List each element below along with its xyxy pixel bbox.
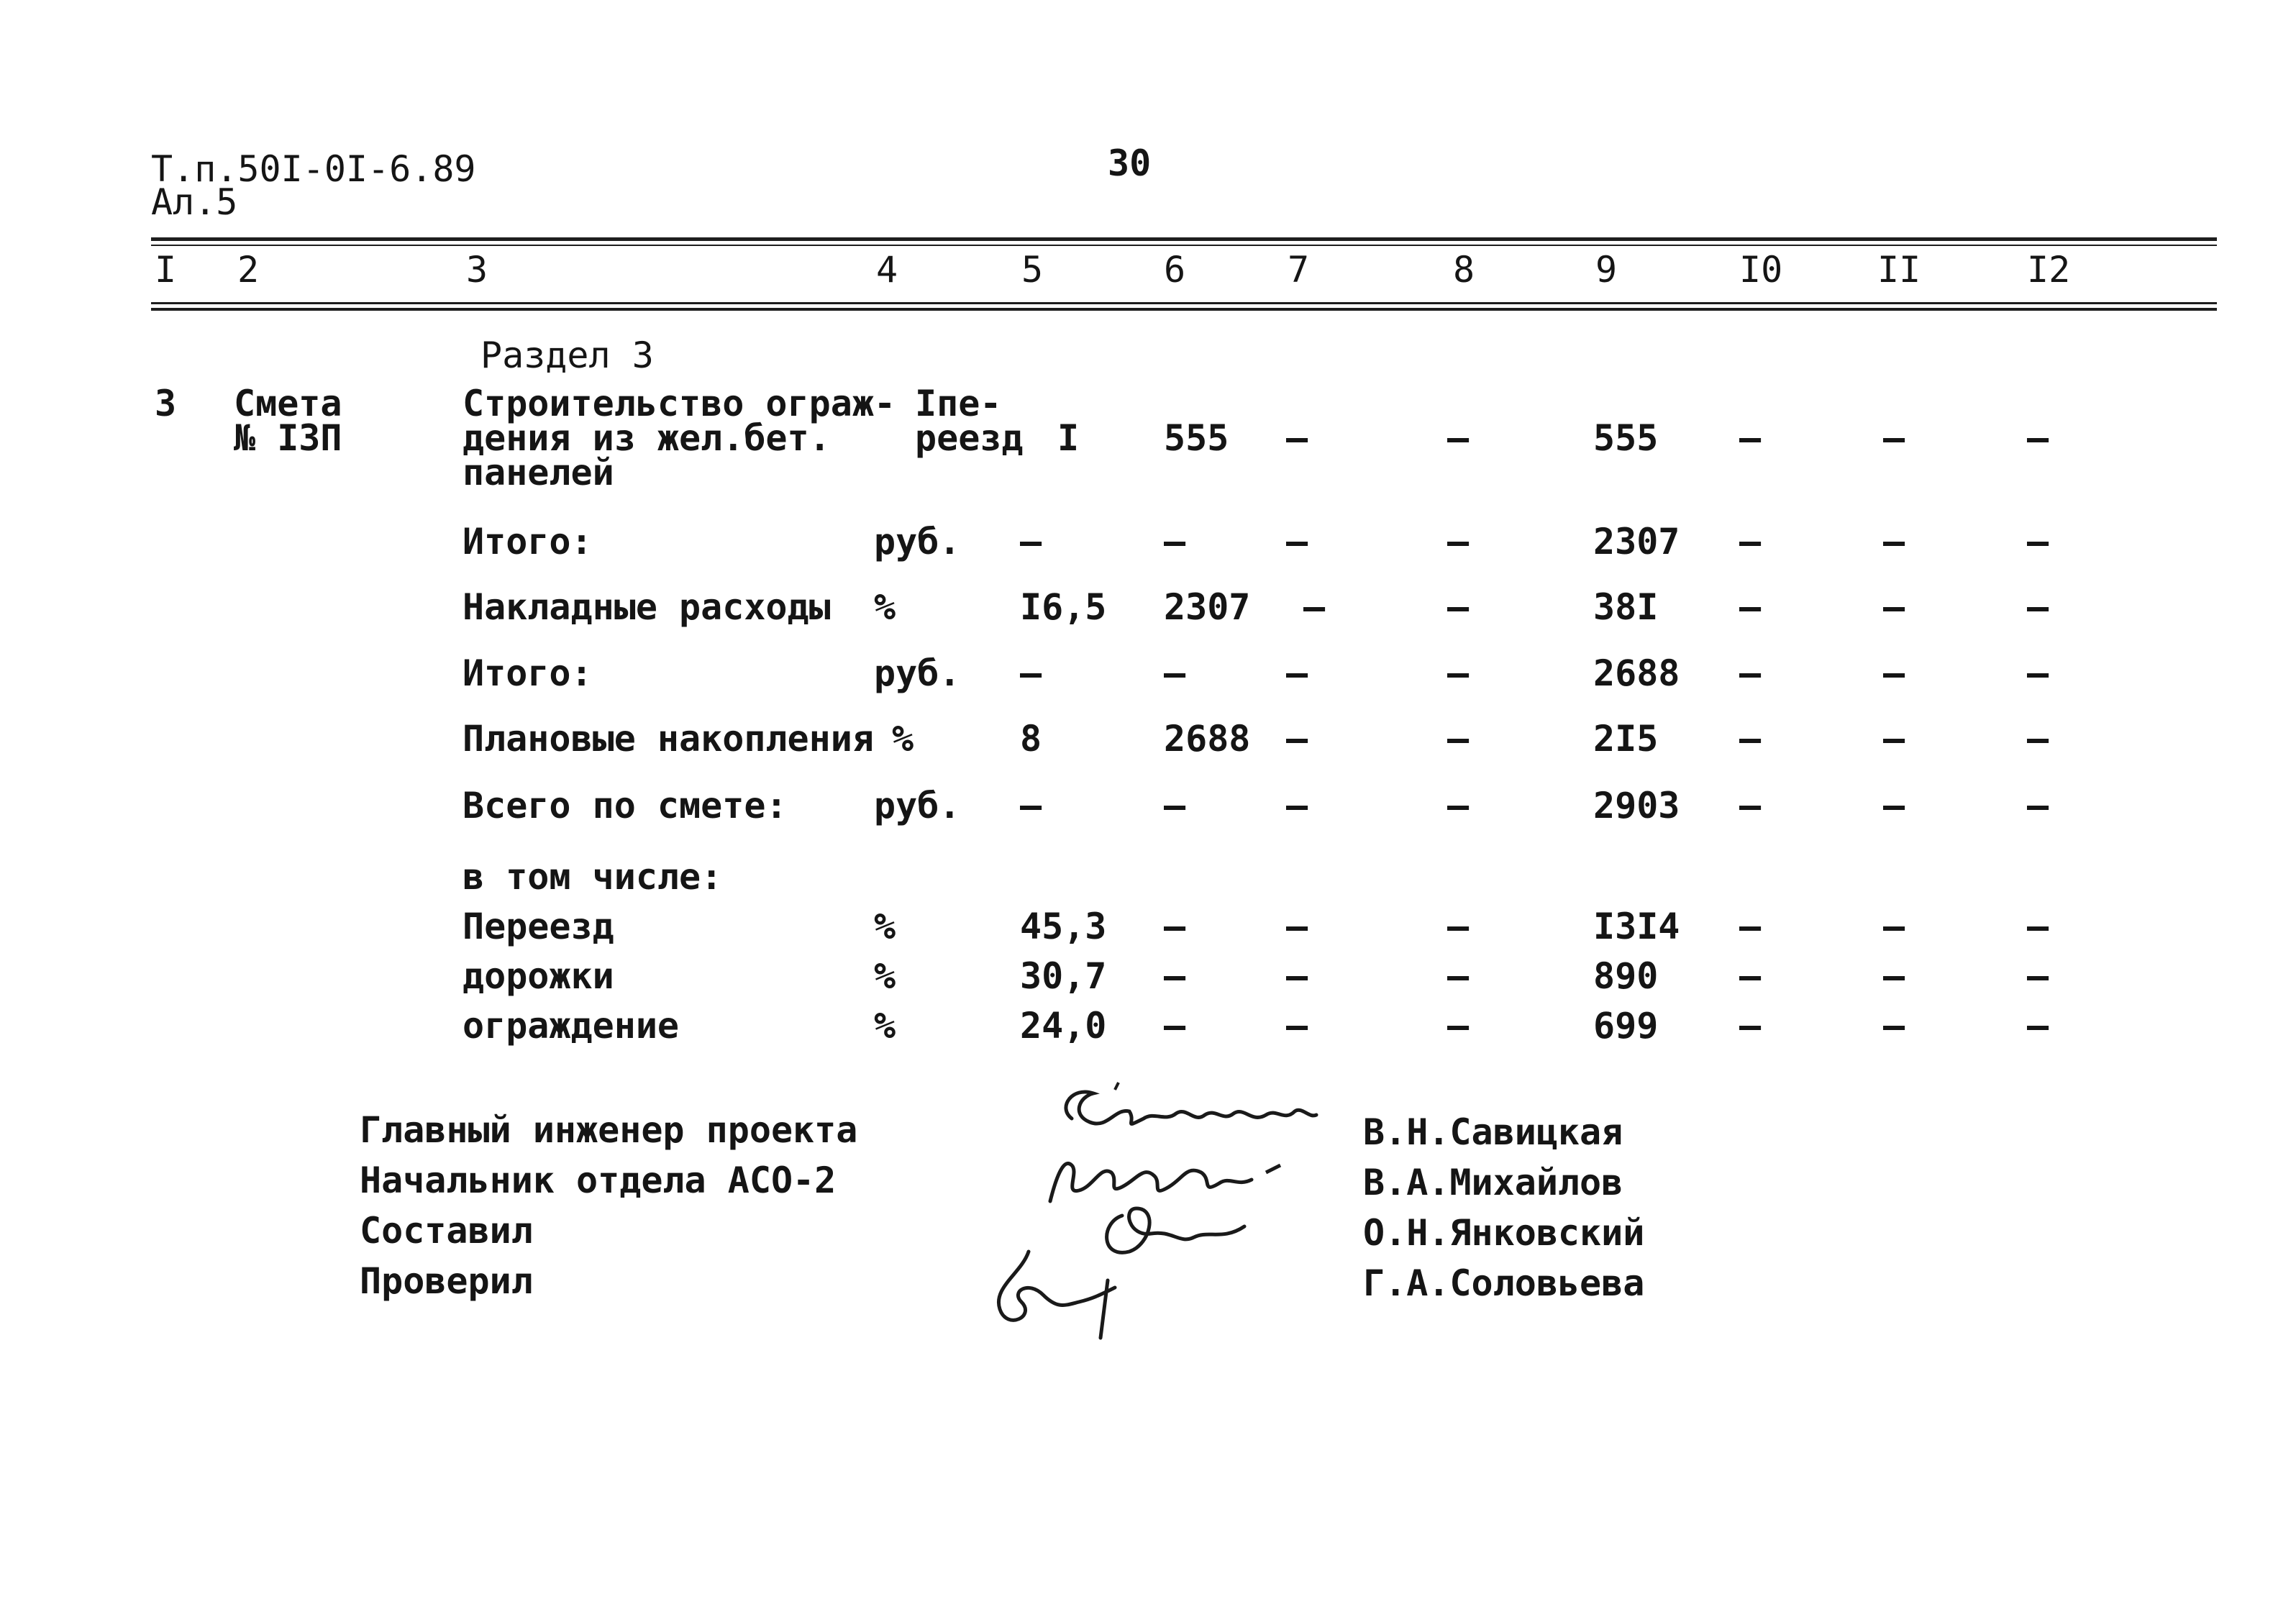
row-label: дорожки xyxy=(463,955,614,997)
row-col12: – xyxy=(2027,906,2049,947)
row-col9: 890 xyxy=(1593,955,1659,997)
entry-name-line: Строительство ограж- xyxy=(463,383,896,424)
row-unit: % xyxy=(892,718,914,760)
row-col10: – xyxy=(1739,955,1762,997)
row-col11: – xyxy=(1883,785,1905,826)
row-col12: – xyxy=(2027,785,2049,826)
header-rule-top xyxy=(151,237,2217,241)
column-number: 9 xyxy=(1595,249,1618,291)
row-col11: – xyxy=(1883,652,1905,694)
header-rule-bottom-thick xyxy=(151,308,2217,311)
row-col10: – xyxy=(1739,586,1762,628)
row-col10: – xyxy=(1739,906,1762,947)
row-col7: – xyxy=(1286,718,1308,760)
signatory-name: О.Н.Янковский xyxy=(1363,1212,1645,1254)
row-col12: – xyxy=(2027,955,2049,997)
column-number: 8 xyxy=(1453,249,1475,291)
row-col12: – xyxy=(2027,586,2049,628)
entry-unit-line: реезд xyxy=(915,417,1024,459)
entry-name-line: дения из жел.бет. xyxy=(463,417,831,459)
row-col5: – xyxy=(1020,785,1042,826)
row-label: Плановые накопления xyxy=(463,718,874,760)
entry-col8: – xyxy=(1447,417,1470,459)
row-col6: – xyxy=(1164,785,1186,826)
entry-quantity: I xyxy=(1057,417,1080,459)
row-col12: – xyxy=(2027,718,2049,760)
document-code: Т.п.50I-0I-6.89 xyxy=(151,148,476,190)
row-col8: – xyxy=(1447,521,1470,562)
entry-unit-line: Iпе- xyxy=(915,383,1002,424)
row-col5: – xyxy=(1020,521,1042,562)
row-label: Всего по смете: xyxy=(463,785,788,826)
row-col10: – xyxy=(1739,1005,1762,1047)
row-col8: – xyxy=(1447,586,1470,628)
row-col7: – xyxy=(1303,586,1326,628)
row-col9: 2688 xyxy=(1593,652,1680,694)
signatory-role: Главный инженер проекта xyxy=(360,1109,858,1151)
row-col9: 2I5 xyxy=(1593,718,1659,760)
row-unit: % xyxy=(874,1005,896,1047)
row-col8: – xyxy=(1447,955,1470,997)
row-col6: 2307 xyxy=(1164,586,1251,628)
signatory-name: В.Н.Савицкая xyxy=(1363,1111,1623,1153)
entry-doc-label: Смета xyxy=(234,383,342,424)
row-col6: – xyxy=(1164,652,1186,694)
row-col10: – xyxy=(1739,521,1762,562)
column-number: 2 xyxy=(237,249,260,291)
row-col11: – xyxy=(1883,955,1905,997)
signatory-role: Начальник отдела АСО-2 xyxy=(360,1160,837,1201)
entry-col6: 555 xyxy=(1164,417,1229,459)
row-col11: – xyxy=(1883,586,1905,628)
row-col5: 8 xyxy=(1020,718,1042,760)
column-number: 7 xyxy=(1288,249,1310,291)
row-col10: – xyxy=(1739,718,1762,760)
signatory-role: Проверил xyxy=(360,1260,533,1302)
row-col8: – xyxy=(1447,1005,1470,1047)
row-col10: – xyxy=(1739,785,1762,826)
row-unit: руб. xyxy=(874,521,961,562)
row-col9: 2903 xyxy=(1593,785,1680,826)
row-col11: – xyxy=(1883,906,1905,947)
column-number: II xyxy=(1877,249,1921,291)
row-label: Итого: xyxy=(463,521,593,562)
row-label: Итого: xyxy=(463,652,593,694)
column-number: I xyxy=(155,249,177,291)
row-col6: – xyxy=(1164,955,1186,997)
row-col12: – xyxy=(2027,521,2049,562)
column-number: 3 xyxy=(466,249,488,291)
column-number: 5 xyxy=(1021,249,1044,291)
row-col9: 2307 xyxy=(1593,521,1680,562)
row-col5: I6,5 xyxy=(1020,586,1107,628)
row-unit: руб. xyxy=(874,785,961,826)
row-col10: – xyxy=(1739,652,1762,694)
row-col11: – xyxy=(1883,521,1905,562)
row-col7: – xyxy=(1286,521,1308,562)
signature-solovieva xyxy=(978,1237,1165,1345)
row-col12: – xyxy=(2027,652,2049,694)
page-number: 30 xyxy=(1108,142,1152,184)
row-col6: – xyxy=(1164,521,1186,562)
row-col8: – xyxy=(1447,652,1470,694)
row-col5: – xyxy=(1020,652,1042,694)
entry-col7: – xyxy=(1286,417,1308,459)
row-col7: – xyxy=(1286,955,1308,997)
column-number: 4 xyxy=(876,249,898,291)
row-col7: – xyxy=(1286,652,1308,694)
header-rule-bottom xyxy=(151,302,2217,304)
column-number: 6 xyxy=(1164,249,1186,291)
row-col9: 38I xyxy=(1593,586,1659,628)
entry-name-line: панелей xyxy=(463,452,614,493)
row-label: Переезд xyxy=(463,906,614,947)
row-col5: 24,0 xyxy=(1020,1005,1107,1047)
row-col8: – xyxy=(1447,785,1470,826)
row-col11: – xyxy=(1883,718,1905,760)
row-col9: I3I4 xyxy=(1593,906,1680,947)
row-unit: % xyxy=(874,586,896,628)
column-number: I0 xyxy=(1739,249,1783,291)
signatory-name: Г.А.Соловьева xyxy=(1363,1262,1645,1304)
row-col6: – xyxy=(1164,1005,1186,1047)
row-col12: – xyxy=(2027,1005,2049,1047)
row-unit: руб. xyxy=(874,652,961,694)
header-rule-top-thin xyxy=(151,245,2217,246)
row-col7: – xyxy=(1286,785,1308,826)
row-col8: – xyxy=(1447,906,1470,947)
entry-col12: – xyxy=(2027,417,2049,459)
row-label: Накладные расходы xyxy=(463,586,831,628)
row-col5: 30,7 xyxy=(1020,955,1107,997)
row-col5: 45,3 xyxy=(1020,906,1107,947)
album-number: Ал.5 xyxy=(151,181,238,223)
column-number: I2 xyxy=(2027,249,2071,291)
row-col8: – xyxy=(1447,718,1470,760)
row-unit: % xyxy=(874,955,896,997)
row-col6: 2688 xyxy=(1164,718,1251,760)
row-unit: % xyxy=(874,906,896,947)
entry-col9: 555 xyxy=(1593,417,1659,459)
entry-col11: – xyxy=(1883,417,1905,459)
entry-doc-number: № I3П xyxy=(234,417,342,459)
section-title: Раздел 3 xyxy=(480,334,654,376)
signatory-role: Составил xyxy=(360,1210,533,1252)
row-col9: 699 xyxy=(1593,1005,1659,1047)
signature-savitskaya xyxy=(1050,1079,1324,1144)
signatory-name: В.А.Михайлов xyxy=(1363,1162,1623,1203)
row-col7: – xyxy=(1286,906,1308,947)
entry-number: 3 xyxy=(155,383,177,424)
subtotal-label: в том числе: xyxy=(463,856,723,898)
row-col7: – xyxy=(1286,1005,1308,1047)
row-label: ограждение xyxy=(463,1005,680,1047)
row-col11: – xyxy=(1883,1005,1905,1047)
entry-col10: – xyxy=(1739,417,1762,459)
row-col6: – xyxy=(1164,906,1186,947)
